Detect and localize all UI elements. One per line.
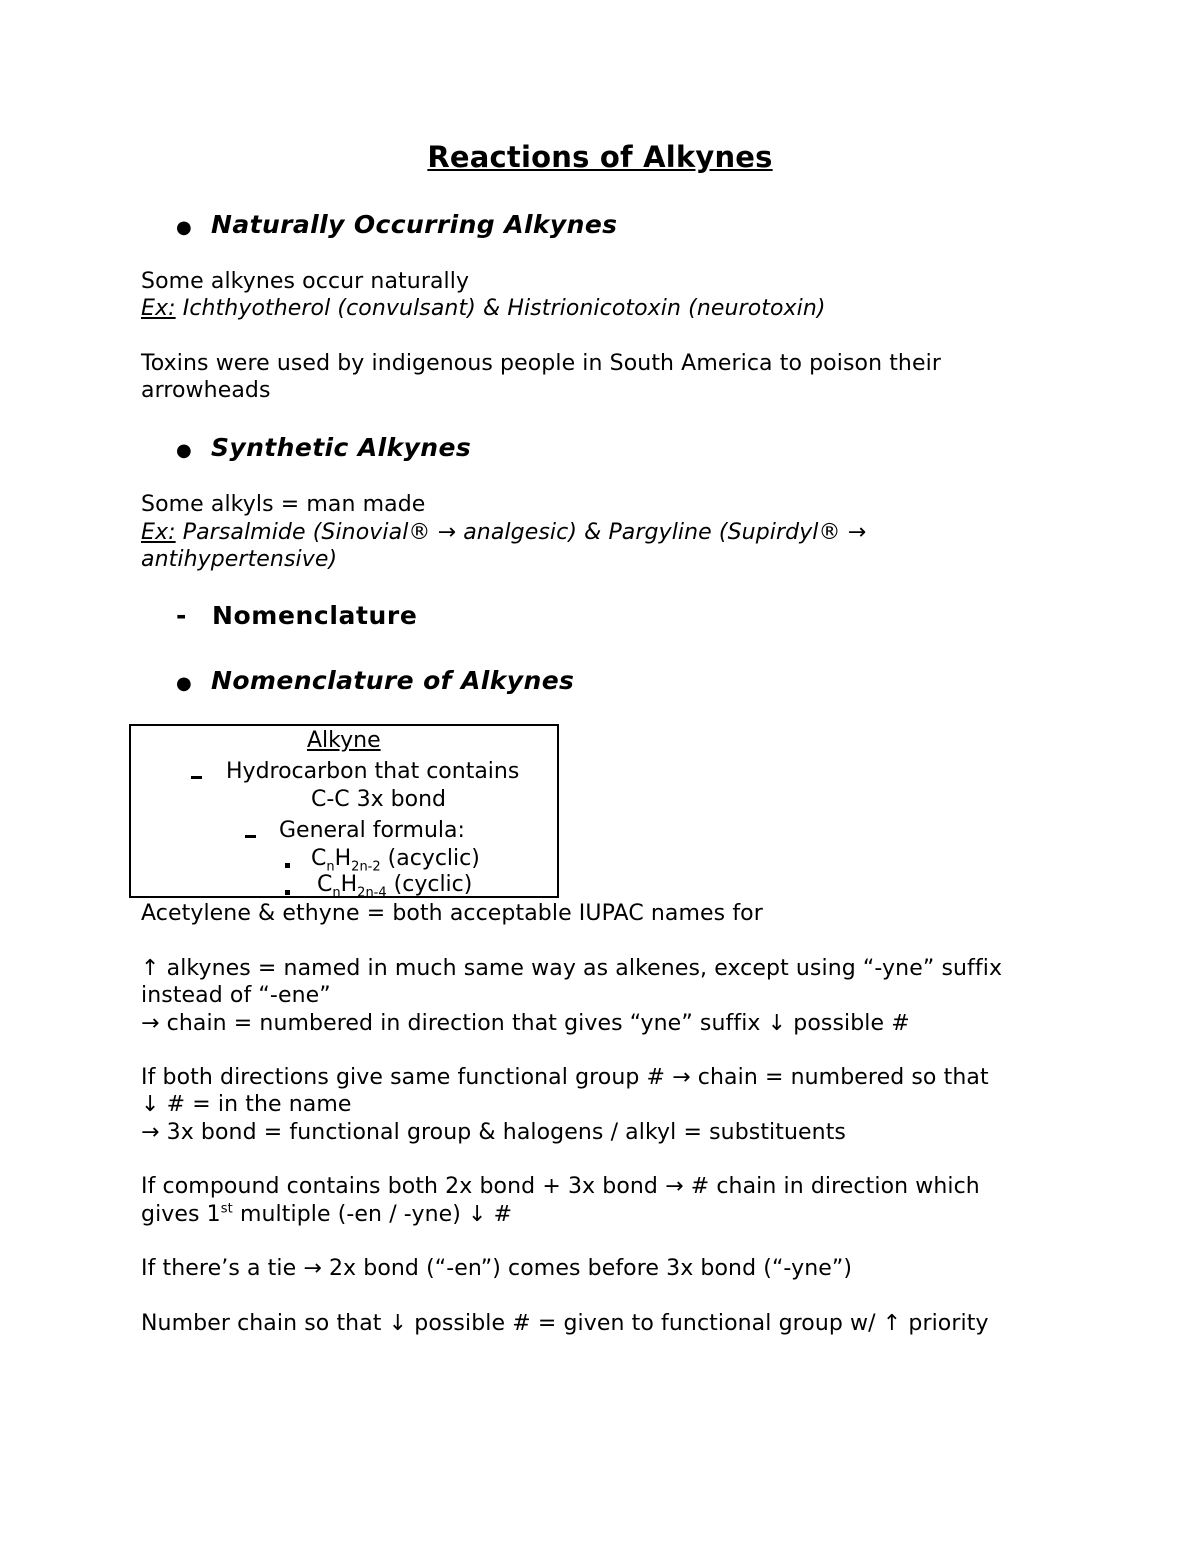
formula-c: C bbox=[317, 872, 333, 897]
example-label: Ex: bbox=[141, 520, 176, 545]
formula-label: (cyclic) bbox=[386, 872, 473, 897]
text-p2c: → chain = numbered in direction that gives “yne” suffix ↓ possible # bbox=[141, 1011, 910, 1036]
bullet-naturally-occurring bbox=[176, 214, 192, 239]
text-p1: Acetylene & ethyne = both acceptable IUPAC names for bbox=[141, 901, 763, 926]
heading-synthetic: Synthetic Alkynes bbox=[211, 433, 472, 462]
text-p2b: instead of “-ene” bbox=[141, 983, 331, 1008]
formula-c: C bbox=[311, 846, 327, 871]
formula-label: (acyclic) bbox=[380, 846, 480, 871]
bullet-icon: ● bbox=[176, 673, 192, 694]
formula-sub: 2n-2 bbox=[351, 859, 381, 875]
formula-sub: 2n-4 bbox=[357, 885, 387, 901]
text-p4b-post: multiple (-en / -yne) ↓ # bbox=[232, 1202, 513, 1227]
alkyne-definition-box bbox=[129, 724, 559, 901]
text-p4b-pre: gives 1 bbox=[141, 1202, 221, 1227]
text-natural-example bbox=[141, 296, 826, 321]
example-text: Parsalmide (Sinovial® → analgesic) & Pargyline (Supirdyl® → bbox=[175, 520, 867, 545]
text-p3b: ↓ # = in the name bbox=[141, 1092, 352, 1117]
heading-naturally-occurring: Naturally Occurring Alkynes bbox=[211, 210, 618, 239]
bullet-synthetic bbox=[176, 437, 192, 462]
box-item2: General formula: bbox=[279, 818, 465, 843]
text-synthetic-line1: Some alkyls = man made bbox=[141, 492, 426, 517]
heading-nomenclature: Nomenclature bbox=[212, 601, 418, 630]
dash-icon bbox=[191, 764, 202, 789]
example-label: Ex: bbox=[141, 296, 176, 321]
text-p5: If there’s a tie → 2x bond (“-en”) comes before 3x bond (“-yne”) bbox=[141, 1256, 853, 1281]
text-p2a: ↑ alkynes = named in much same way as alkenes, except using “-yne” suffix bbox=[141, 956, 1003, 981]
box-item1b: C-C 3x bond bbox=[311, 787, 446, 812]
text-natural-line1: Some alkynes occur naturally bbox=[141, 269, 470, 294]
formula-h: H bbox=[340, 872, 358, 897]
dash-icon: - bbox=[176, 601, 187, 630]
formula-cyclic bbox=[317, 872, 473, 901]
text-synthetic-example bbox=[141, 520, 866, 545]
text-p3a: If both directions give same functional group # → chain = numbered so that bbox=[141, 1065, 989, 1090]
formula-h: H bbox=[334, 846, 352, 871]
formula-n: n bbox=[332, 885, 341, 901]
bullet-icon: ● bbox=[176, 440, 192, 461]
heading-nomenclature-alkynes: Nomenclature of Alkynes bbox=[211, 666, 575, 695]
text-p3c: → 3x bond = functional group & halogens / alkyl = substituents bbox=[141, 1120, 846, 1145]
text-p4b bbox=[141, 1202, 512, 1227]
bullet-icon: ● bbox=[176, 217, 192, 238]
text-synthetic-example-cont: antihypertensive) bbox=[141, 547, 338, 572]
square-bullet-icon bbox=[285, 852, 290, 877]
text-p4a: If compound contains both 2x bond + 3x bond → # chain in direction which bbox=[141, 1174, 980, 1199]
text-natural-line3a: Toxins were used by indigenous people in South America to poison their bbox=[141, 351, 941, 376]
box-title: Alkyne bbox=[307, 728, 381, 753]
formula-acyclic bbox=[311, 846, 480, 875]
bullet-nomenclature-alkynes bbox=[176, 670, 192, 695]
dash-icon bbox=[245, 823, 256, 848]
text-p4b-sup: st bbox=[220, 1201, 233, 1217]
text-natural-line3b: arrowheads bbox=[141, 378, 271, 403]
example-text: Ichthyotherol (convulsant) & Histrionicotoxin (neurotoxin) bbox=[175, 296, 826, 321]
text-p6: Number chain so that ↓ possible # = given to functional group w/ ↑ priority bbox=[141, 1311, 989, 1336]
formula-n: n bbox=[326, 859, 335, 875]
page-title: Reactions of Alkynes bbox=[427, 140, 773, 174]
box-item1a: Hydrocarbon that contains bbox=[226, 759, 520, 784]
